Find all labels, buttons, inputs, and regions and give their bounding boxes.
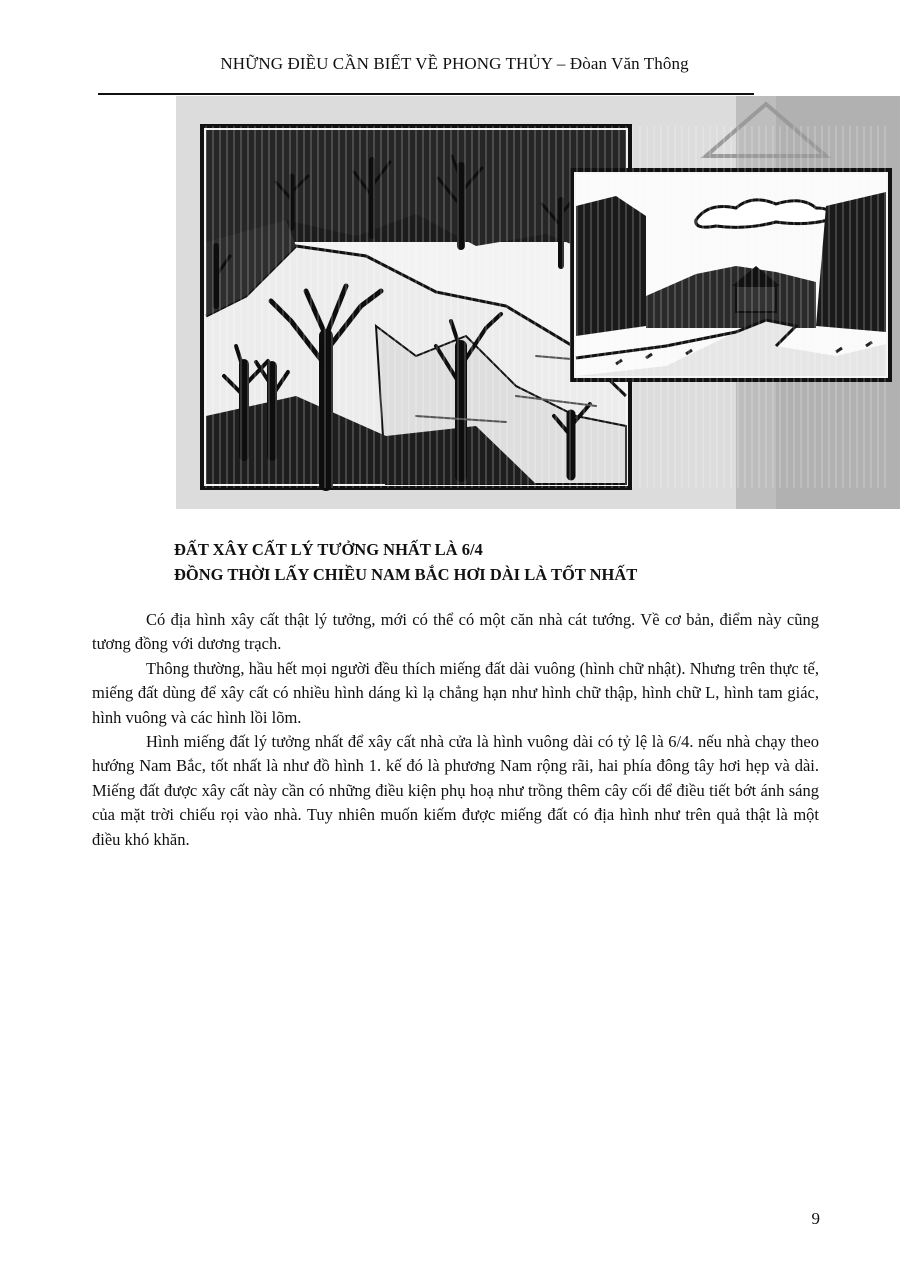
page-number: 9 <box>811 1209 820 1228</box>
section-heading <box>174 537 824 587</box>
landscape-illustration <box>176 96 900 509</box>
header-rule <box>98 93 754 95</box>
paragraph: Thông thường, hầu hết mọi người đều thích miếng đất dài vuông (hình chữ nhật). Nhưng trên thực tế, miếng đất dùng để xây cất có nhiều hình dáng kì lạ chẳng hạn như hình chữ thập, hình chữ L, hình tam giác, hình vuông và các hình lồi lõm. <box>92 658 819 727</box>
heading-line-1: ĐẤT XÂY CẤT LÝ TƯỞNG NHẤT LÀ 6/4 <box>174 540 483 559</box>
heading-line-2: ĐỒNG THỜI LẤY CHIỀU NAM BẮC HƠI DÀI LÀ TỐT NHẤT <box>174 565 638 584</box>
paragraph: Có địa hình xây cất thật lý tưởng, mới có thể có một căn nhà cát tướng. Về cơ bản, điểm này cũng tương đồng với dương trạch. <box>92 610 819 654</box>
body-text <box>92 608 819 852</box>
running-header: NHỮNG ĐIỀU CẦN BIẾT VỀ PHONG THỦY – Đòan Văn Thông <box>220 54 689 73</box>
paragraph: Hình miếng đất lý tưởng nhất để xây cất nhà cửa là hình vuông dài có tỷ lệ là 6/4. nếu nhà chạy theo hướng Nam Bắc, tốt nhất là như đồ hình 1. kế đó là phương Nam rộng rãi, hai phía đông tây hơi hẹp và dài. Miếng đất được xây cất này cần có những điều kiện phụ hoạ như trồng thêm cây cối để điều tiết bớt ánh sáng của mặt trời chiếu rọi vào nhà. Tuy nhiên muốn kiếm được miếng đất có địa hình như trên quả thật là một điều khó khăn. <box>92 732 819 849</box>
